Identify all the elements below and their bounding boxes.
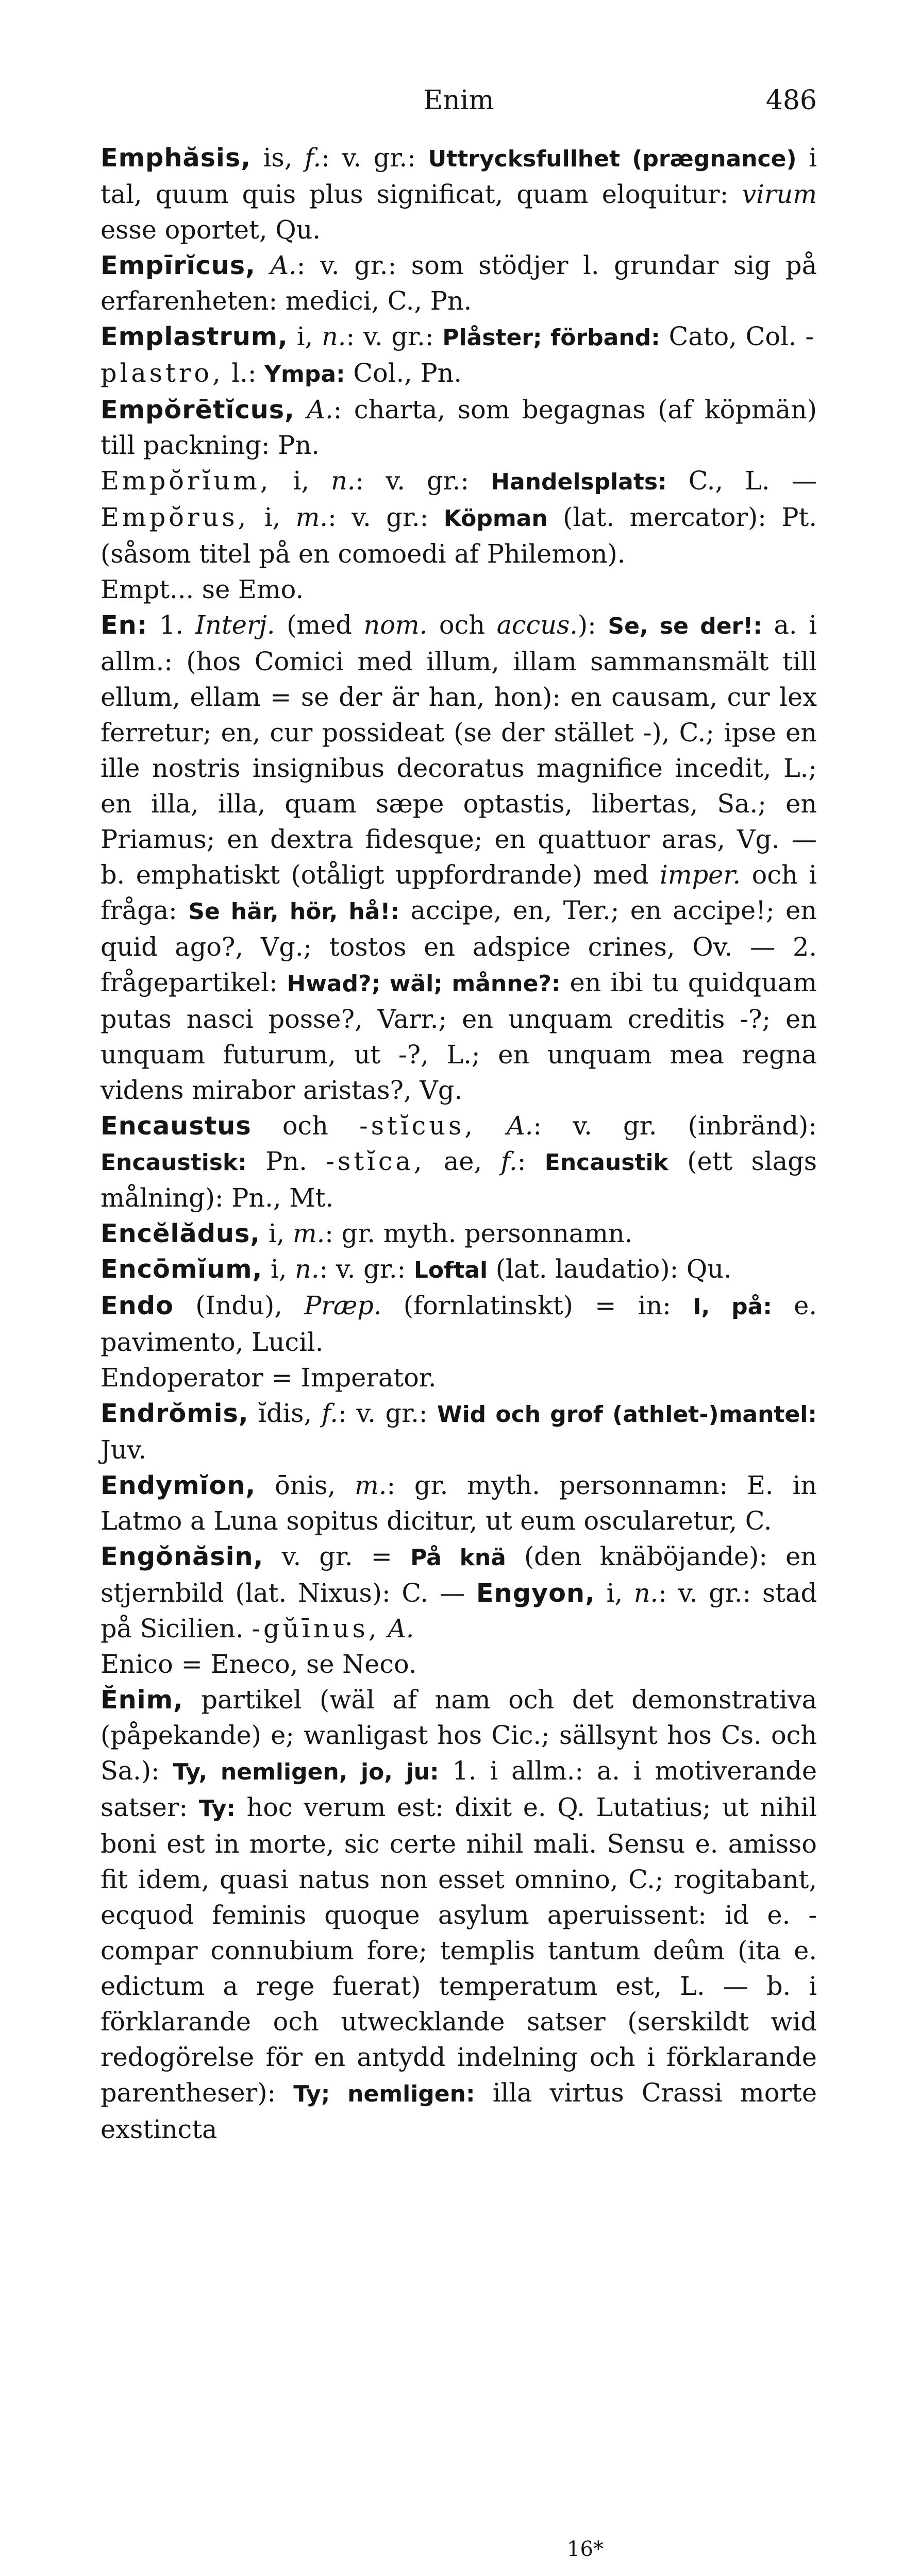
entry-text: (fornlatinskt) = in: (381, 1291, 693, 1320)
entry-text: (lat. mercator): Pt. (såsom titel på en comoedi af Philemon). (101, 502, 817, 569)
headword: Engyon, (476, 1578, 595, 1608)
entry-endromis (101, 1396, 817, 1468)
entry-endymion (101, 1468, 817, 1539)
entry-text: i, (288, 321, 322, 351)
translation: Hwad?; wäl; månne?: (287, 971, 561, 997)
gender: f. (305, 143, 322, 173)
translation: Köpman (443, 505, 548, 532)
entry-text: esse oportet, Qu. (101, 215, 321, 245)
entry-text: i, (595, 1578, 634, 1608)
headword: Encōmĭum, (101, 1254, 263, 1284)
entry-text: v. gr. = (263, 1541, 411, 1571)
headword: Endymĭon, (101, 1470, 256, 1500)
entry-text: : v. gr.: stad på Sicilien. (101, 1578, 817, 1643)
entry-text: (Indu), (173, 1291, 305, 1320)
case-label: accus. (496, 610, 578, 640)
translation: Wid och grof (athlet-)mantel: (437, 1401, 817, 1428)
subentry: -plastro, (101, 321, 817, 388)
translation: Encaustik (544, 1149, 668, 1176)
entry-text: i tal, quum quis plus significat, quam eloquitur: (101, 143, 817, 209)
translation: Handelsplats: (491, 469, 667, 495)
entry-emplastrum (101, 319, 817, 392)
headword: Ĕnim, (101, 1685, 183, 1715)
entry-text: : v. gr.: som stödjer l. grundar sig på erfarenheten: medici, C., Pn. (101, 250, 817, 316)
entry-text: i, (262, 1254, 295, 1284)
entry-emporium (101, 463, 817, 572)
part-of-speech: Interj. (195, 610, 275, 640)
entry-text: och (251, 1111, 360, 1141)
headword: Encĕlădus, (101, 1218, 261, 1248)
entry-text: Pn. (246, 1146, 326, 1176)
case-label: nom. (363, 610, 428, 640)
entry-endo (101, 1288, 817, 1360)
headword: En: (101, 610, 148, 640)
entry-text: ae, (425, 1146, 501, 1176)
entry-text: Empt... se Emo. (101, 574, 304, 604)
entry-text: : v. gr.: (355, 466, 491, 496)
translation: Se, se der!: (608, 613, 762, 639)
headword: Endo (101, 1291, 174, 1320)
entry-text: i, (271, 466, 331, 496)
entry-enico (101, 1647, 817, 1682)
gender: m. (292, 1218, 325, 1248)
entry-text: (med (275, 610, 364, 640)
entry-text (256, 250, 271, 280)
entry-empt (101, 572, 817, 607)
page-header (101, 77, 817, 124)
translation: Plåster; förband: (442, 325, 660, 351)
translation: Se här, hör, hå!: (188, 899, 400, 925)
entry-text: : v. gr.: (346, 321, 443, 351)
entry-text: och i fråga: (101, 860, 817, 925)
headword: Emphăsis, (101, 143, 251, 173)
entry-text (295, 395, 307, 425)
entry-text (380, 1614, 388, 1643)
entry-emporeticus (101, 392, 817, 463)
gender: A. (270, 250, 297, 280)
signature-mark: 16* (567, 2537, 604, 2561)
entry-text: 1. (147, 610, 195, 640)
entry-text: e. pavimento, Lucil. (101, 1291, 817, 1357)
entry-text: Cato, Col. (660, 321, 806, 351)
gender: f. (321, 1398, 338, 1428)
running-head: Enim (423, 85, 494, 116)
entry-text: l.: (223, 358, 265, 388)
entry-empiricus (101, 248, 817, 319)
entry-text: hoc verum est: dixit e. Q. Lutatius; ut nihil boni est in morte, sic certe nihil mali. Sensu e. amisso fit idem, quasi natus non esset omnino, C.; rogitabant, ecquod feminis quoque asylum aperuissent: id e. - compar connubium fore; templis tantum deûm (ita e. edictum a rege fuerat) temperatum est, L. — b. i förklarande och utwecklande satser (serskildt wid redogörelse för en antydd indelning och i förklarande parentheser): (101, 1792, 817, 2108)
entry-text: (lat. laudatio): Qu. (488, 1254, 732, 1284)
entry-text: en ibi tu quidquam putas nasci posse?, Varr.; en unquam creditis -?; en unquam futurum, ut -?, L.; en unquam mea regna videns mirabor aristas?, Vg. (101, 968, 817, 1105)
translation: Ty; nemligen: (293, 2081, 475, 2107)
gender: A. (307, 395, 333, 425)
entry-text: : gr. myth. personnamn. (325, 1218, 633, 1248)
translation: På knä (410, 1545, 506, 1571)
translation: Ty, nemligen, jo, ju: (173, 1759, 439, 1785)
entry-encaustus (101, 1108, 817, 1216)
translation: I, på: (693, 1294, 772, 1320)
subentry: -stĭca, (326, 1146, 425, 1176)
dictionary-column (101, 140, 817, 2147)
translation: Uttrycksfullhet (prægnance) (428, 146, 797, 172)
entry-text: partikel (wäl af nam och det demonstrativa (påpekande) e; wanligast hos Cic.; sällsynt hos Cs. och Sa.): (101, 1685, 817, 1786)
gender: m. (295, 502, 328, 532)
example-word: virum (742, 179, 817, 209)
page-number: 486 (765, 85, 817, 116)
entry-text: Enico = Eneco, se Neco. (101, 1649, 417, 1679)
subentry: -gŭīnus, (252, 1614, 380, 1643)
entry-en (101, 607, 817, 1108)
entry-encomium (101, 1251, 817, 1288)
headword: Engŏnăsin, (101, 1541, 264, 1571)
gender: m. (355, 1470, 387, 1500)
entry-text: : charta, som begagnas (af köpmän) till packning: Pn. (101, 395, 817, 460)
part-of-speech: Præp. (304, 1291, 382, 1320)
entry-text: : v. gr.: (338, 1398, 438, 1428)
translation: Ty: (198, 1795, 236, 1822)
entry-engonasin (101, 1539, 817, 1647)
entry-text: i, (249, 502, 296, 532)
entry-text: illa virtus Crassi morte exstincta (101, 2078, 817, 2144)
entry-text: och (427, 610, 497, 640)
headword: Endrŏmis, (101, 1398, 249, 1428)
entry-text: : v. gr.: (328, 502, 444, 532)
entry-text: ĭdis, (248, 1398, 322, 1428)
gender: n. (331, 466, 356, 496)
subentry: -stĭcus, (359, 1111, 476, 1141)
subentry: Empŏrus, (101, 502, 249, 532)
gender: n. (295, 1254, 320, 1284)
headword: Encaustus (101, 1111, 252, 1141)
entry-enim (101, 1682, 817, 2147)
entry-text: (ett slags målning): Pn., Mt. (101, 1146, 817, 1213)
translation: Ympa: (264, 361, 345, 387)
gender: A. (388, 1614, 414, 1643)
entry-text: Juv. (101, 1435, 147, 1465)
entry-text: i, (260, 1218, 293, 1248)
headword: Empīrĭcus, (101, 250, 256, 280)
entry-text: accipe, en, Ter.; en accipe!; en quid ago?, Vg.; tostos en adspice crines, Ov. — 2. frågepartikel: (101, 895, 817, 997)
entry-text: ōnis, (256, 1470, 355, 1500)
entry-text: Endoperator = Imperator. (101, 1363, 437, 1393)
entry-text: is, (251, 143, 305, 173)
entry-endoperator (101, 1360, 817, 1396)
headword: Empŏrētĭcus, (101, 395, 295, 425)
headword: Emplastrum, (101, 321, 288, 351)
entry-text: : v. gr.: (321, 143, 428, 173)
subentry: Empŏrĭum, (101, 466, 272, 496)
gender: A. (507, 1111, 533, 1141)
gender: n. (322, 321, 346, 351)
entry-text: a. i allm.: (hos Comici med illum, illam sammansmält till ellum, ellam = se der är han, hon): en causam, cur lex ferretur; en, cur possideat (se der stället -), C.; ipse en ille nostris insignibus decoratus magnifice incedit, L.; en illa, illa, quam sæpe optastis, libertas, Sa.; en Priamus; en dextra fidesque; en quattuor aras, Vg. — b. emphatiskt (otåligt uppfordrande) med (101, 610, 817, 890)
entry-text: : v. gr. (inbränd): (533, 1111, 817, 1141)
entry-emphasis (101, 140, 817, 248)
entry-text: C., L. — (666, 466, 817, 496)
translation: Loftal (413, 1257, 488, 1283)
entry-text: 1. i allm.: a. i motiverande satser: (101, 1756, 817, 1822)
gender: n. (633, 1578, 659, 1608)
entry-text: : gr. myth. personnamn: E. in Latmo a Luna sopitus dicitur, ut eum oscularetur, C. (101, 1470, 817, 1536)
entry-text: ): (577, 610, 608, 640)
mood-label: imper. (660, 860, 741, 890)
translation: Encaustisk: (101, 1149, 247, 1176)
entry-text: (den knäböjande): en stjernbild (lat. Nixus): C. — (101, 1541, 817, 1608)
entry-text: : (517, 1146, 545, 1176)
entry-text: Col., Pn. (345, 358, 462, 388)
entry-text: : v. gr.: (319, 1254, 414, 1284)
entry-text (476, 1111, 507, 1141)
entry-enceladus (101, 1216, 817, 1251)
gender: f. (500, 1146, 517, 1176)
